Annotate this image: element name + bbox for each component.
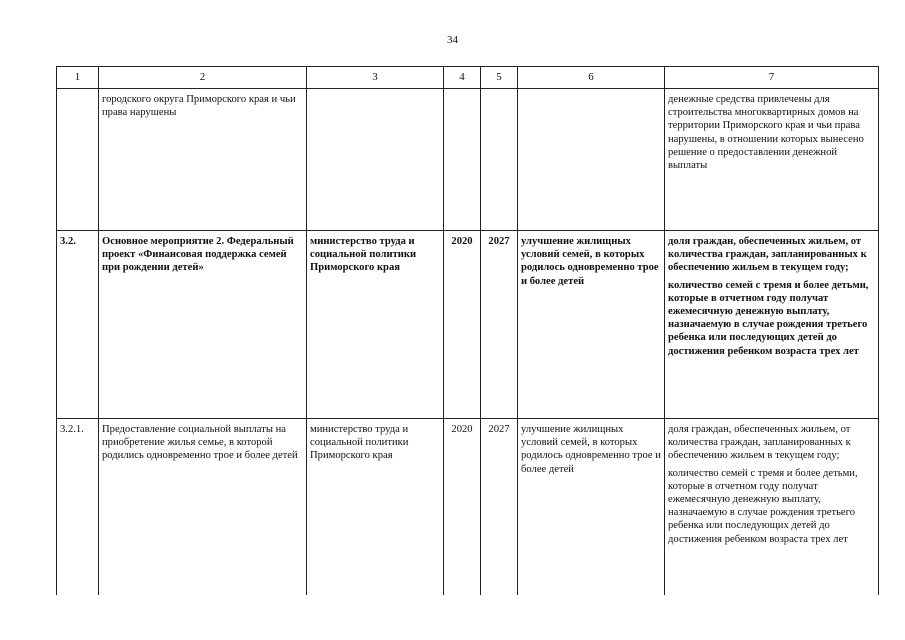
executor [307,89,444,231]
indicator [665,419,879,596]
expected-result: улучшение жилищных условий семей, в которых родилось одновременно трое и более детей [518,231,665,419]
measure-name: Основное мероприятие 2. Федеральный проект «Финансовая поддержка семей при рождении детей» [99,231,307,419]
start-year: 2020 [444,419,481,596]
end-year: 2027 [481,419,518,596]
header-cell: 1 [57,67,99,89]
end-year: 2027 [481,231,518,419]
executor: министерство труда и социальной политики Приморского края [307,419,444,596]
indicator-2: количество семей с тремя и более детьми, которые в отчетном году получат ежемесячную денежную выплату, назначаемую в случае рождения третьего ребенка или последующих детей до достижения ребенком возраста трех лет [668,279,869,357]
executor: министерство труда и социальной политики Приморского края [307,231,444,419]
table-row [57,231,879,419]
row-number [57,89,99,231]
page-number: 34 [447,34,458,46]
indicator-2: количество семей с тремя и более детьми, которые в отчетном году получат ежемесячную денежную выплату, назначаемую в случае рождения третьего ребенка или последующих детей до достижения ребенком возраста трех лет [668,467,858,545]
indicator-1: доля граждан, обеспеченных жильем, от количества граждан, запланированных к обеспечению жильем в текущем году; [668,236,867,274]
table-row [57,89,879,231]
expected-result: улучшение жилищных условий семей, в которых родилось одновременно трое и более детей [518,419,665,596]
expected-result [518,89,665,231]
header-cell: 4 [444,67,481,89]
end-year [481,89,518,231]
start-year: 2020 [444,231,481,419]
measure-name: городского округа Приморского края и чьи права нарушены [99,89,307,231]
indicator-1: доля граждан, обеспеченных жильем, от количества граждан, запланированных к обеспечению жильем в текущем году; [668,424,851,462]
start-year [444,89,481,231]
indicator: денежные средства привлечены для строительства многоквартирных домов на территории Приморского края и чьи права нарушены, в отношении которых вынесено решение о предоставлении денежной выплаты [665,89,879,231]
header-cell: 7 [665,67,879,89]
header-cell: 6 [518,67,665,89]
program-table [56,66,879,595]
table-row [57,419,879,596]
header-cell: 2 [99,67,307,89]
indicator [665,231,879,419]
row-number: 3.2.1. [57,419,99,596]
header-cell: 3 [307,67,444,89]
header-row [57,67,879,89]
header-cell: 5 [481,67,518,89]
row-number: 3.2. [57,231,99,419]
measure-name: Предоставление социальной выплаты на приобретение жилья семье, в которой родились одновременно трое и более детей [99,419,307,596]
